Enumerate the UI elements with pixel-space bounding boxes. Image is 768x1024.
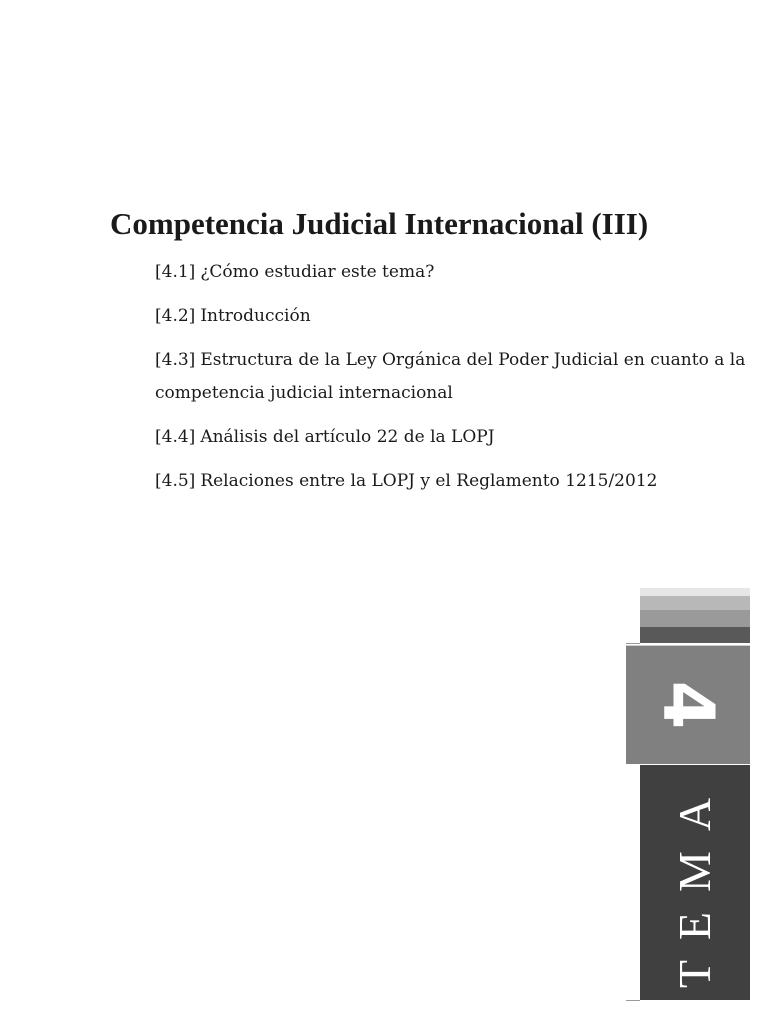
- tab-stripe: [640, 610, 750, 627]
- toc-item-number: [4.5]: [155, 471, 196, 491]
- document-title: Competencia Judicial Internacional (III): [110, 205, 649, 241]
- toc-item: [155, 300, 750, 333]
- toc-item-text: ¿Cómo estudiar este tema?: [200, 262, 435, 282]
- toc-item: [155, 344, 750, 410]
- table-of-contents: [155, 256, 750, 509]
- tab-stripe: [640, 588, 750, 596]
- chapter-label-box: [640, 765, 750, 1000]
- tab-stripe: [640, 596, 750, 610]
- toc-item-number: [4.1]: [155, 262, 196, 282]
- toc-item-number: [4.2]: [155, 306, 196, 326]
- toc-item-text: Relaciones entre la LOPJ y el Reglamento 1215/2012: [200, 471, 658, 491]
- chapter-number: 4: [647, 680, 729, 730]
- chapter-label: TEMA: [669, 777, 720, 988]
- toc-item: [155, 421, 750, 454]
- tab-stripe: [640, 627, 750, 643]
- toc-item: [155, 256, 750, 289]
- chapter-number-box: [626, 645, 750, 764]
- tab-divider: [626, 1000, 640, 1001]
- toc-item-text: Análisis del artículo 22 de la LOPJ: [200, 427, 495, 447]
- toc-item-number: [4.3]: [155, 350, 196, 370]
- toc-item: [155, 465, 750, 498]
- toc-item-text: Introducción: [200, 306, 311, 326]
- toc-item-text: Estructura de la Ley Orgánica del Poder Judicial en cuanto a la competencia judicial internacional: [155, 350, 746, 403]
- tab-divider: [626, 643, 640, 644]
- toc-item-number: [4.4]: [155, 427, 196, 447]
